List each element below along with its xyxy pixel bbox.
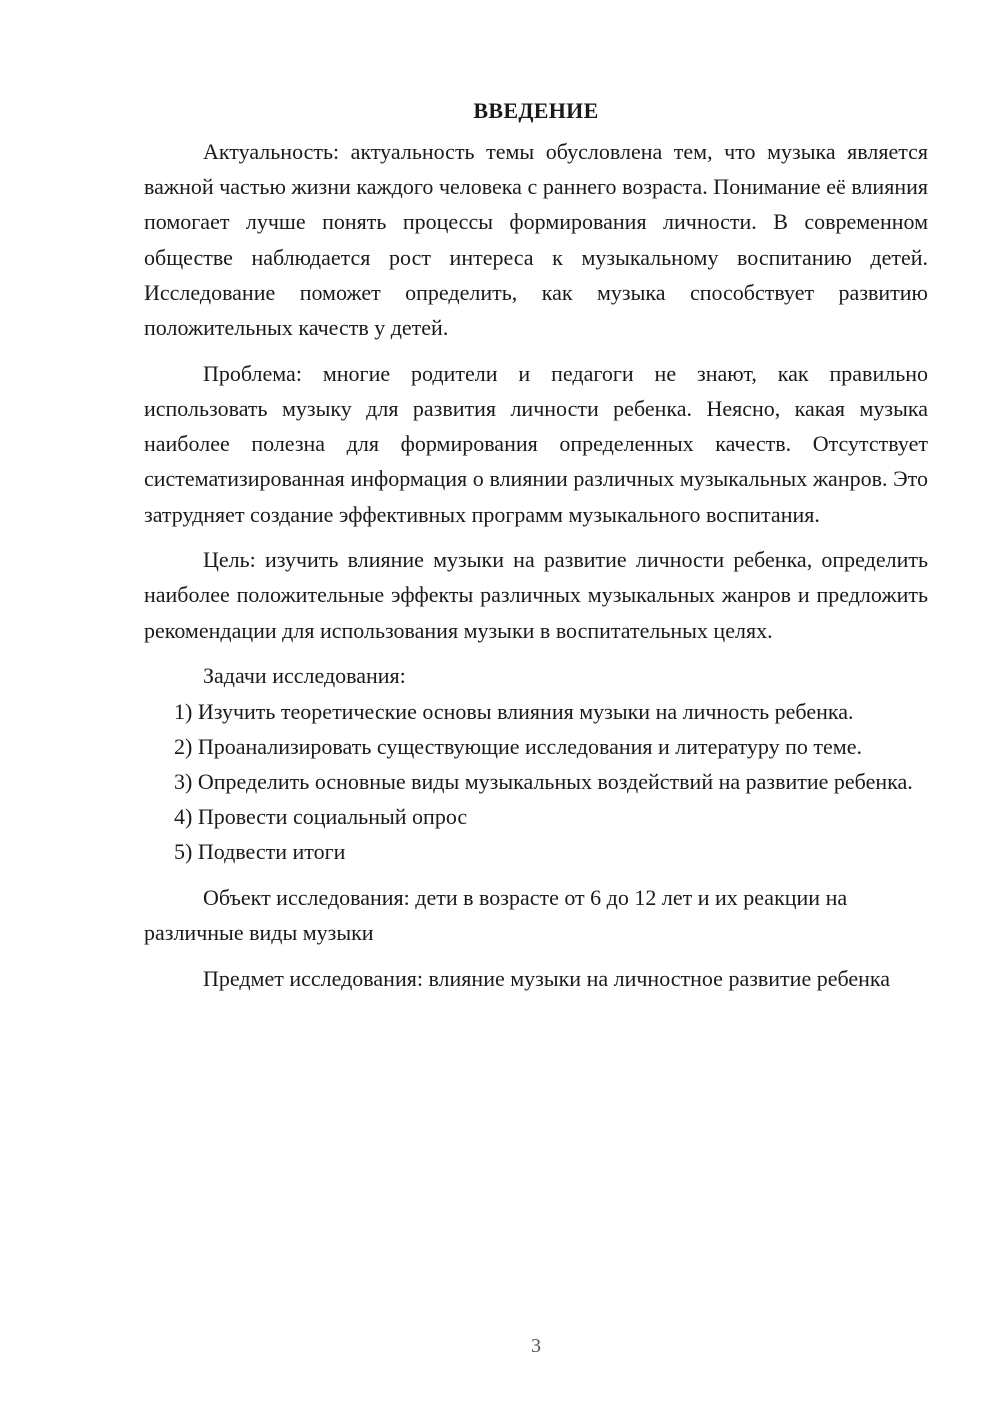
- list-item: 3) Определить основные виды музыкальных воздействий на развитие ребенка.: [174, 768, 913, 794]
- object-paragraph: Объект исследования: дети в возрасте от 6 до 12 лет и их реакции на различные виды музыки: [144, 885, 848, 946]
- list-item: 1) Изучить теоретические основы влияния музыки на личность ребенка.: [174, 698, 854, 724]
- list-item: 5) Подвести итоги: [174, 839, 346, 865]
- relevance-paragraph: Актуальность: актуальность темы обусловлена тем, что музыка является важной частью жизни каждого человека с раннего возраста. Понимание её влияния помогает лучше понять процессы формирования личности. В современном обществе наблюдается рост интереса к музыкальному воспитанию детей. Исследование поможет определить, как музыка способствует развитию положительных качеств у детей.: [144, 139, 928, 341]
- tasks-heading: Задачи исследования:: [203, 663, 406, 689]
- list-item: 4) Провести социальный опрос: [174, 804, 468, 830]
- section-title: ВВЕДЕНИЕ: [473, 98, 599, 123]
- list-item: 2) Проанализировать существующие исследования и литературу по теме.: [174, 733, 862, 759]
- page-content: [144, 94, 928, 996]
- problem-paragraph: Проблема: многие родители и педагоги не знают, как правильно использовать музыку для развития личности ребенка. Неясно, какая музыка наиболее полезна для формирования определенных качеств. Отсутствует систематизированная информация о влиянии различных музыкальных жанров. Это затрудняет создание эффективных программ музыкального воспитания.: [144, 360, 928, 527]
- tasks-list: [144, 694, 928, 870]
- page-number: 3: [531, 1335, 541, 1357]
- subject-paragraph: Предмет исследования: влияние музыки на личностное развитие ребенка: [203, 965, 891, 991]
- goal-paragraph: Цель: изучить влияние музыки на развитие личности ребенка, определить наиболее положительные эффекты различных музыкальных жанров и предложить рекомендации для использования музыки в воспитательных целях.: [144, 547, 928, 643]
